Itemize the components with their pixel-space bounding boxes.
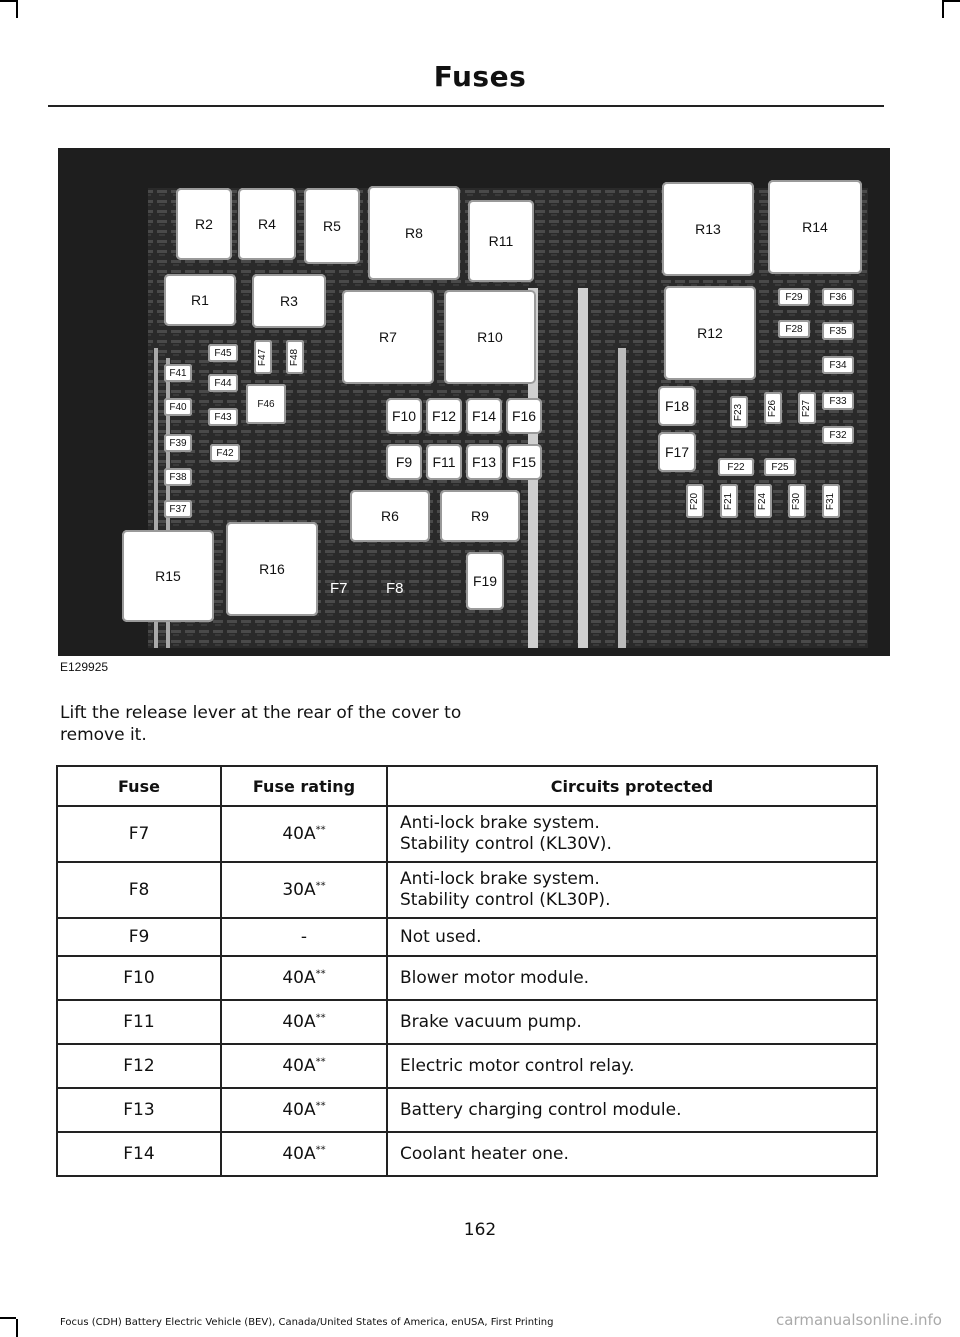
fuse-f46: F46	[246, 384, 286, 424]
relay-r13: R13	[662, 182, 754, 276]
fuse-f25: F25	[764, 458, 796, 476]
fuse-cell: F7	[57, 806, 221, 862]
rating-cell: 30A**	[221, 862, 387, 918]
fuse-f32: F32	[822, 426, 854, 444]
table-row	[57, 1132, 877, 1176]
fuse-f23: F23	[730, 396, 748, 428]
fuse-f36: F36	[822, 288, 854, 306]
relay-r14: R14	[768, 180, 862, 274]
fuse-cell: F14	[57, 1132, 221, 1176]
fuse-f34: F34	[822, 356, 854, 374]
circuit-cell: Anti-lock brake system. Stability control (KL30V).	[387, 806, 877, 862]
header-fuse: Fuse	[57, 766, 221, 806]
rating-cell: 40A**	[221, 1000, 387, 1044]
footer-text: Focus (CDH) Battery Electric Vehicle (BEV), Canada/United States of America, enUSA, First Printing	[60, 1317, 554, 1328]
fuse-cell: F9	[57, 918, 221, 956]
circuit-cell: Coolant heater one.	[387, 1132, 877, 1176]
watermark: carmanualsonline.info	[776, 1311, 942, 1329]
rating-cell: 40A**	[221, 1044, 387, 1088]
fuse-f38: F38	[164, 468, 192, 486]
fuse-f7-label: F7	[330, 580, 348, 597]
fuse-f43: F43	[208, 408, 238, 426]
relay-r8: R8	[368, 186, 460, 280]
relay-r4: R4	[238, 188, 296, 260]
table-row	[57, 918, 877, 956]
table-row	[57, 1088, 877, 1132]
fuse-f14: F14	[466, 398, 502, 434]
fuse-f41: F41	[164, 364, 192, 382]
figure-code: E129925	[60, 660, 109, 674]
fuse-f13: F13	[466, 444, 502, 480]
fuse-cell: F12	[57, 1044, 221, 1088]
fuse-f19: F19	[466, 552, 504, 610]
relay-r9: R9	[440, 490, 520, 542]
relay-r1: R1	[164, 274, 236, 326]
relay-r3: R3	[252, 274, 326, 328]
rating-cell: 40A**	[221, 1088, 387, 1132]
fuse-f31: F31	[822, 484, 840, 518]
circuit-cell: Electric motor control relay.	[387, 1044, 877, 1088]
rating-cell: -	[221, 918, 387, 956]
fuse-f30: F30	[788, 484, 806, 518]
circuit-cell: Blower motor module.	[387, 956, 877, 1000]
relay-r5: R5	[304, 188, 360, 264]
fuse-f27: F27	[798, 392, 816, 424]
circuit-cell: Battery charging control module.	[387, 1088, 877, 1132]
fuse-cell: F11	[57, 1000, 221, 1044]
table-row	[57, 806, 877, 862]
crop-mark	[0, 0, 16, 2]
fuse-f35: F35	[822, 322, 854, 340]
circuit-cell: Brake vacuum pump.	[387, 1000, 877, 1044]
relay-r10: R10	[444, 290, 536, 384]
fuse-f44: F44	[208, 374, 238, 392]
fuse-f12: F12	[426, 398, 462, 434]
fuse-f17: F17	[658, 432, 696, 472]
fuse-f47: F47	[254, 340, 272, 374]
fuse-f29: F29	[778, 288, 810, 306]
table-row	[57, 1044, 877, 1088]
fuse-f21: F21	[720, 484, 738, 518]
fuse-f9: F9	[386, 444, 422, 480]
crop-mark	[16, 0, 18, 18]
fuse-f11: F11	[426, 444, 462, 480]
fuse-f24: F24	[754, 484, 772, 518]
relay-r15: R15	[122, 530, 214, 622]
crop-mark	[16, 1319, 18, 1337]
relay-r16: R16	[226, 522, 318, 616]
fuse-f42: F42	[210, 444, 240, 462]
fuse-f45: F45	[208, 344, 238, 362]
circuit-cell: Not used.	[387, 918, 877, 956]
fuse-f33: F33	[822, 392, 854, 410]
header-divider	[48, 105, 884, 107]
fuse-f18: F18	[658, 386, 696, 426]
fuse-f40: F40	[164, 398, 192, 416]
table-header-row	[57, 766, 877, 806]
table-row	[57, 1000, 877, 1044]
rating-cell: 40A**	[221, 1132, 387, 1176]
fuse-f39: F39	[164, 434, 192, 452]
intro-text: Lift the release lever at the rear of the cover to remove it.	[60, 703, 462, 745]
relay-r7: R7	[342, 290, 434, 384]
fuse-box-diagram	[58, 148, 890, 656]
circuit-cell: Anti-lock brake system. Stability control (KL30P).	[387, 862, 877, 918]
fuse-f16: F16	[506, 398, 542, 434]
crop-mark	[942, 0, 944, 18]
fuse-cell: F10	[57, 956, 221, 1000]
fuse-f37: F37	[164, 500, 192, 518]
fuse-f22: F22	[718, 458, 754, 476]
page-number: 162	[463, 1220, 497, 1240]
fuse-f20: F20	[686, 484, 704, 518]
relay-r2: R2	[176, 188, 232, 260]
header-fuse-rating: Fuse rating	[221, 766, 387, 806]
fuse-f28: F28	[778, 320, 810, 338]
rating-cell: 40A**	[221, 806, 387, 862]
page-title: Fuses	[433, 60, 527, 93]
fuse-f48: F48	[286, 340, 304, 374]
fuse-cell: F13	[57, 1088, 221, 1132]
crop-mark	[944, 0, 960, 2]
rating-cell: 40A**	[221, 956, 387, 1000]
header-circuits-protected: Circuits protected	[387, 766, 877, 806]
relay-r11: R11	[468, 200, 534, 282]
fuse-f15: F15	[506, 444, 542, 480]
fuse-f26: F26	[764, 392, 782, 424]
fuse-f8-label: F8	[386, 580, 404, 597]
fuse-table	[56, 765, 878, 1177]
table-row	[57, 956, 877, 1000]
relay-r6: R6	[350, 490, 430, 542]
fuse-cell: F8	[57, 862, 221, 918]
fuse-f10: F10	[386, 398, 422, 434]
table-row	[57, 862, 877, 918]
relay-r12: R12	[664, 286, 756, 380]
crop-mark	[0, 1317, 16, 1319]
